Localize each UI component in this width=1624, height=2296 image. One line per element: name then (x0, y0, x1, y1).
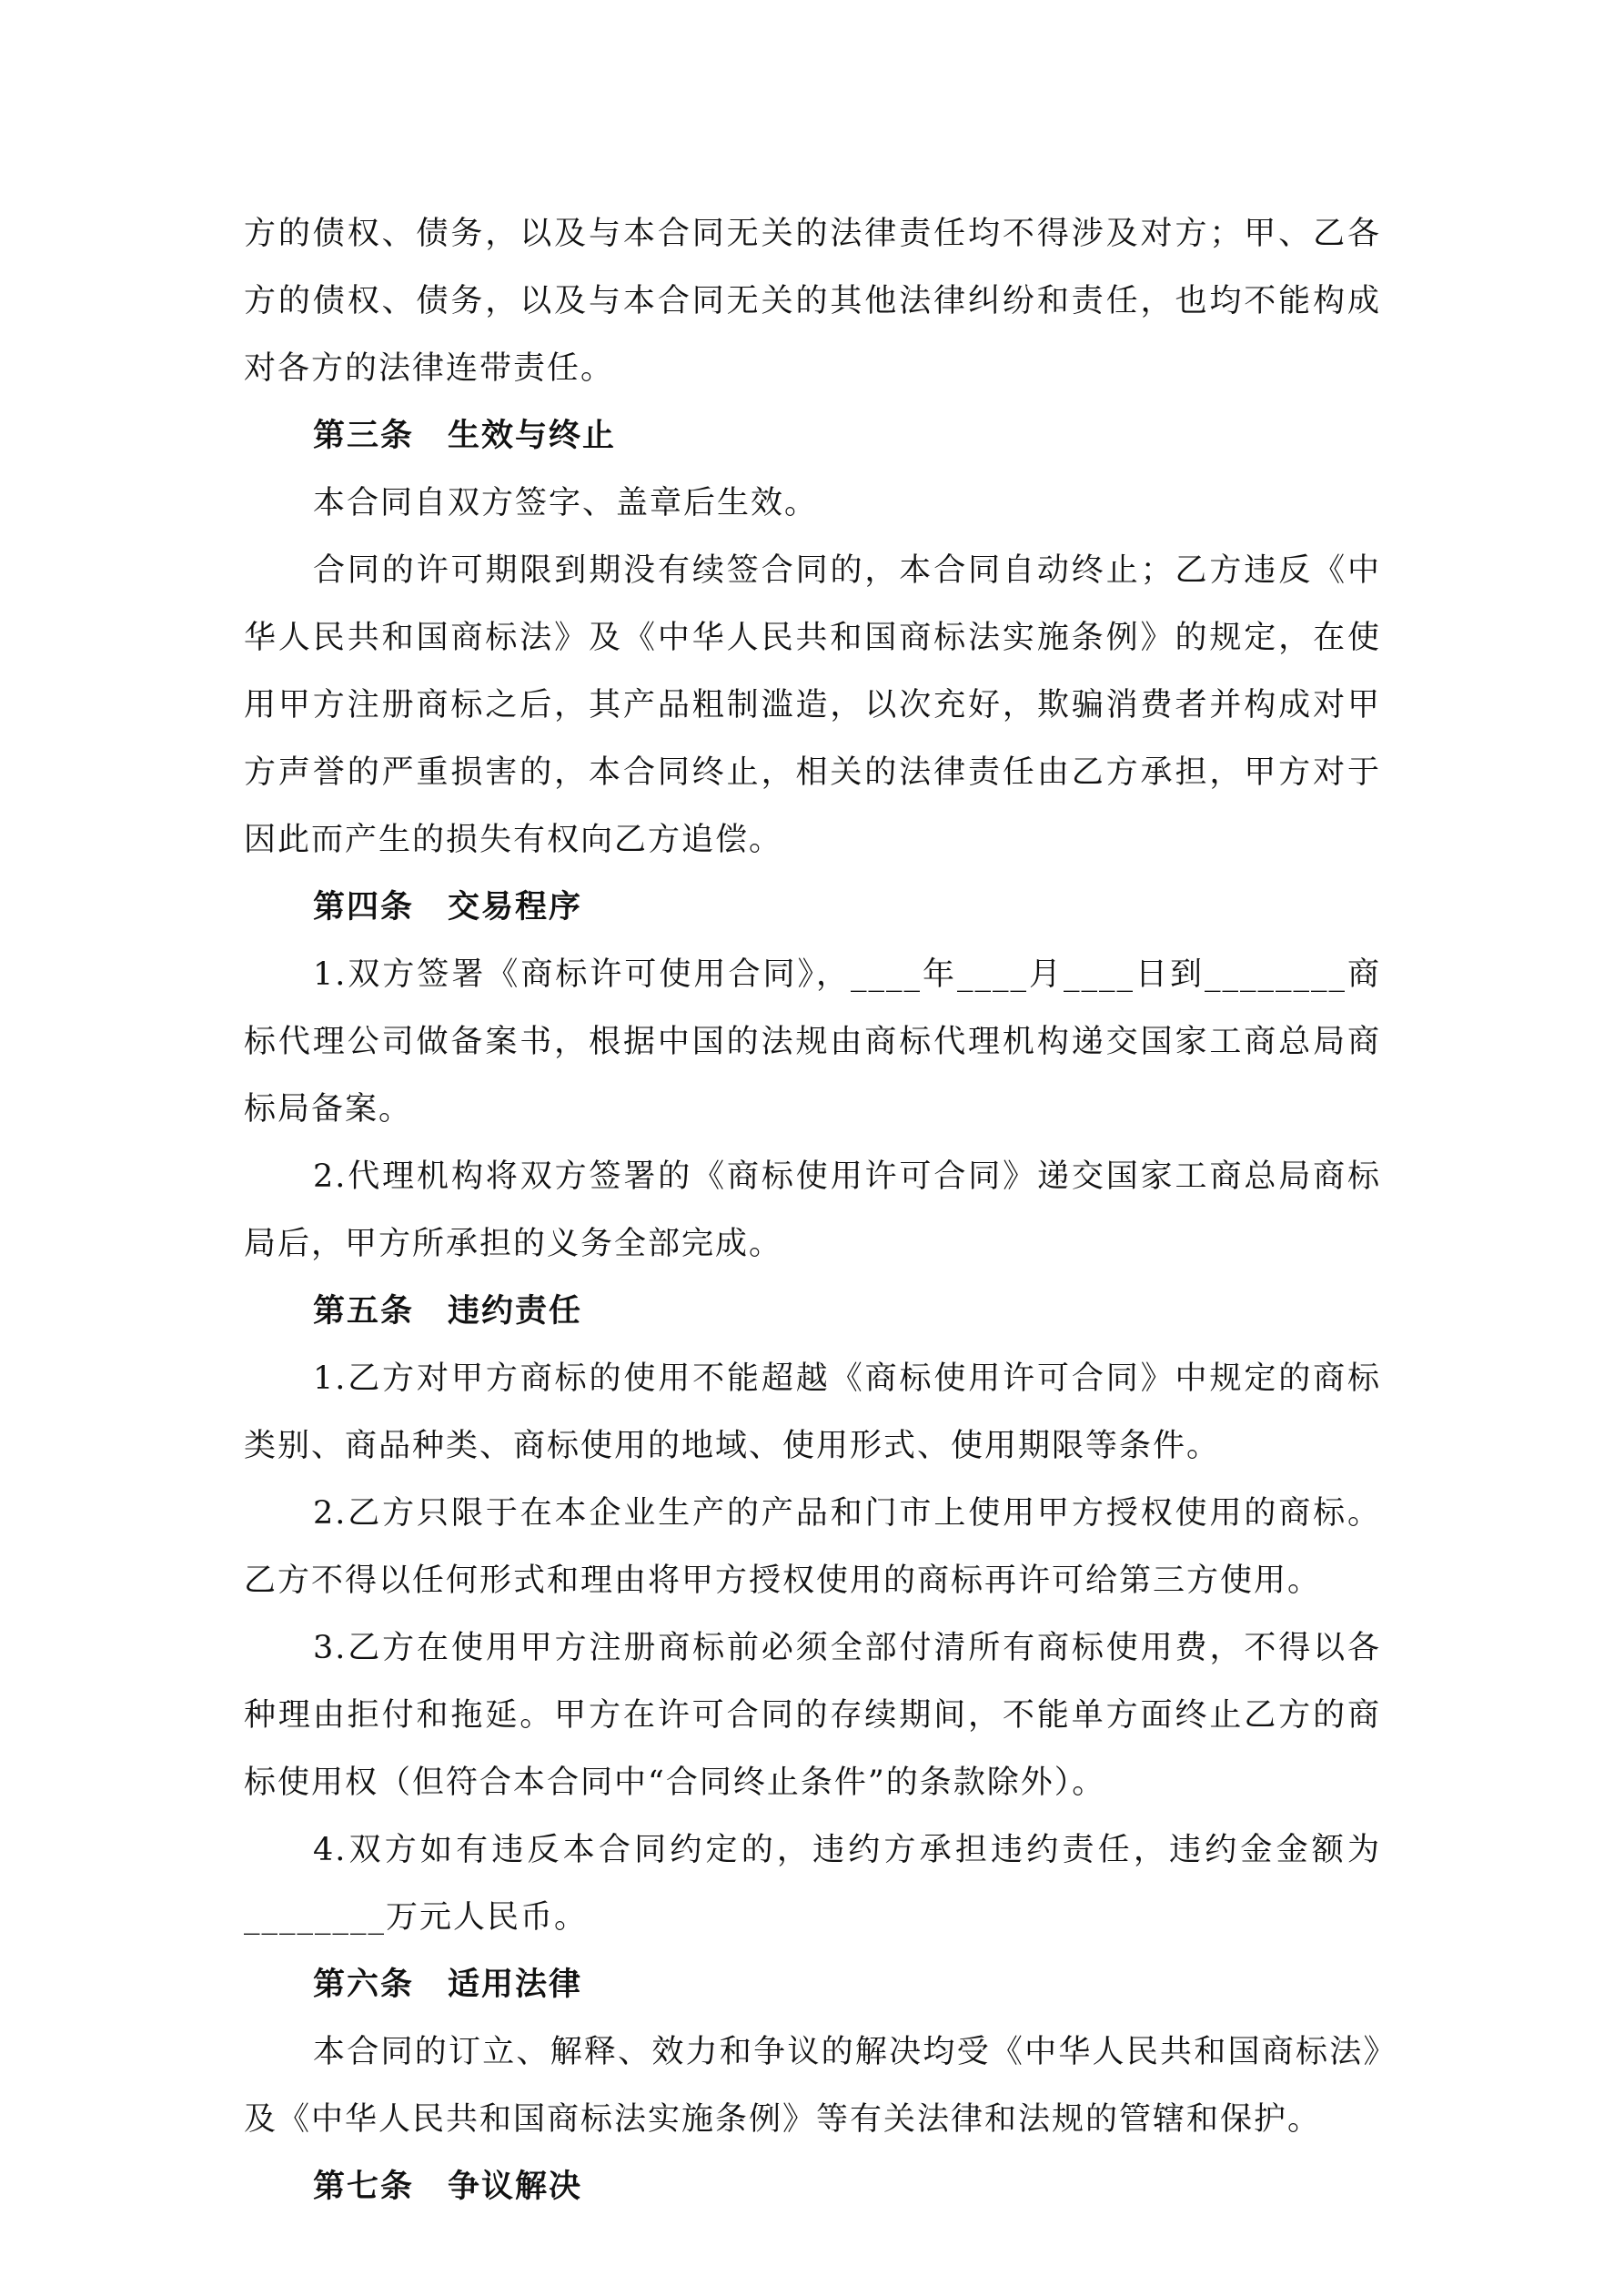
paragraph-breach-3: 3.乙方在使用甲方注册商标前必须全部付清所有商标使用费，不得以各种理由拒付和拖延。甲方在许可合同的存续期间，不能单方面终止乙方的商标使用权（但符合本合同中“合同终止条件”的条款除外）。 (244, 1630, 1381, 1801)
heading-article-3: 第三条 生效与终止 (313, 417, 617, 454)
heading-article-7: 第七条 争议解决 (313, 2168, 583, 2205)
heading-article-5: 第五条 违约责任 (313, 1292, 583, 1330)
paragraph-procedure-1: 1.双方签署《商标许可使用合同》，____年____月____日到________商标代理公司做备案书，根据中国的法规由商标代理机构递交国家工商总局商标局备案。 (244, 956, 1381, 1128)
paragraph-effective: 本合同自双方签字、盖章后生效。 (313, 485, 819, 521)
paragraph-breach-1: 1.乙方对甲方商标的使用不能超越《商标使用许可合同》中规定的商标类别、商品种类、商标使用的地域、使用形式、使用期限等条件。 (244, 1360, 1381, 1464)
paragraph-breach-2: 2.乙方只限于在本企业生产的产品和门市上使用甲方授权使用的商标。乙方不得以任何形式和理由将甲方授权使用的商标再许可给第三方使用。 (244, 1495, 1381, 1599)
heading-article-4: 第四条 交易程序 (313, 888, 583, 925)
paragraph-applicable-law: 本合同的订立、解释、效力和争议的解决均受《中华人民共和国商标法》及《中华人民共和国商标法实施条例》等有关法律和法规的管辖和保护。 (244, 2034, 1381, 2138)
paragraph-breach-4: 4.双方如有违反本合同约定的，违约方承担违约责任，违约金金额为________万元人民币。 (244, 1832, 1381, 1936)
paragraph-liability-continued: 方的债权、债务，以及与本合同无关的法律责任均不得涉及对方；甲、乙各方的债权、债务，以及与本合同无关的其他法律纠纷和责任，也均不能构成对各方的法律连带责任。 (244, 216, 1381, 387)
heading-article-6: 第六条 适用法律 (313, 1966, 583, 2003)
paragraph-procedure-2: 2.代理机构将双方签署的《商标使用许可合同》递交国家工商总局商标局后，甲方所承担的义务全部完成。 (244, 1158, 1381, 1262)
document-body (244, 200, 1381, 2220)
paragraph-termination: 合同的许可期限到期没有续签合同的，本合同自动终止；乙方违反《中华人民共和国商标法》及《中华人民共和国商标法实施条例》的规定，在使用甲方注册商标之后，其产品粗制滥造，以次充好，欺骗消费者并构成对甲方声誉的严重损害的，本合同终止，相关的法律责任由乙方承担，甲方对于因此而产生的损失有权向乙方追偿。 (244, 552, 1381, 858)
